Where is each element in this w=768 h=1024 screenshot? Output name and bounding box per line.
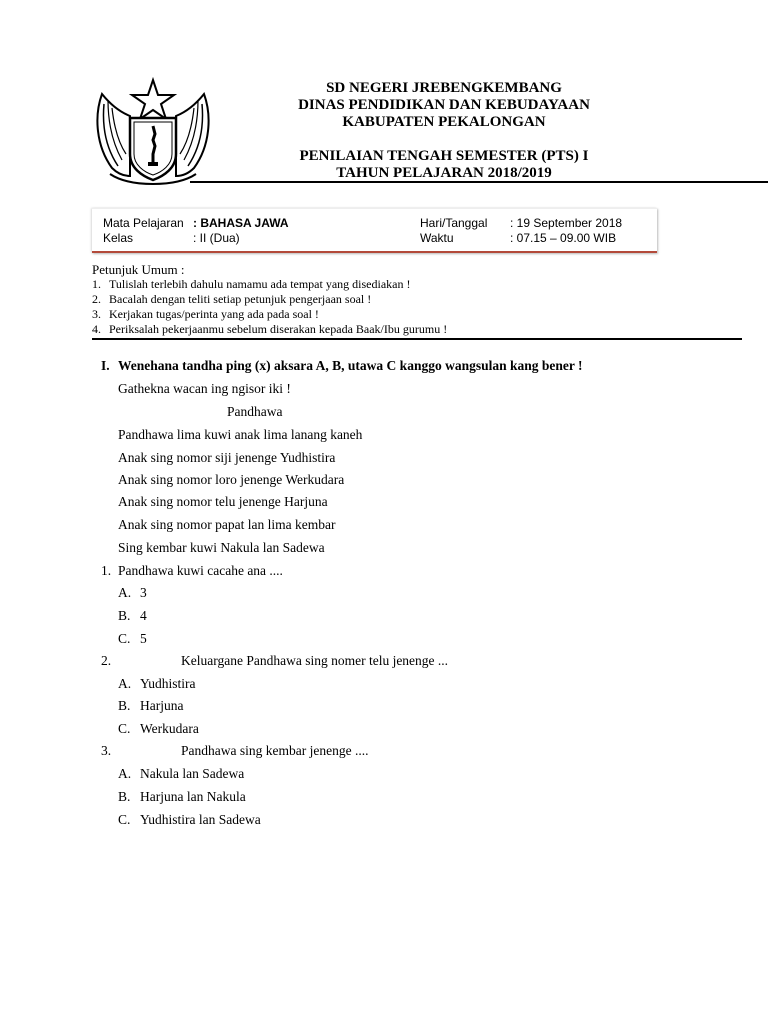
date-label: Hari/Tanggal (420, 216, 488, 230)
reading-title: Pandhawa (227, 404, 283, 419)
subject-value: : BAHASA JAWA (193, 216, 289, 230)
option-text: Nakula lan Sadewa (140, 766, 245, 781)
option-letter: B. (118, 698, 131, 713)
reading-line: Anak sing nomor siji jenenge Yudhistira (118, 450, 336, 465)
option-text: Harjuna lan Nakula (140, 789, 246, 804)
rule-item: 1. Tulislah terlebih dahulu namamu ada tempat yang disediakan ! (92, 277, 411, 291)
reading-intro: Gathekna wacan ing ngisor iki ! (118, 381, 291, 396)
class-label: Kelas (103, 231, 134, 245)
question-text: Keluargane Pandhawa sing nomer telu jenenge ... (181, 653, 449, 668)
school-name: SD NEGERI JREBENGKEMBANG (326, 80, 562, 96)
time-label: Waktu (420, 231, 454, 245)
rules-divider (92, 338, 742, 340)
option-text: 5 (140, 631, 147, 646)
reading-line: Anak sing nomor loro jenenge Werkudara (118, 472, 345, 487)
section-number: I. (101, 358, 110, 373)
regency-emblem-logo (92, 76, 212, 186)
option-text: Harjuna (140, 698, 184, 713)
option-letter: C. (118, 812, 131, 827)
question-number: 3. (101, 743, 112, 758)
option-letter: A. (118, 585, 132, 600)
section-instruction: Wenehana tandha ping (x) aksara A, B, utawa C kanggo wangsulan kang bener ! (118, 358, 583, 373)
option-letter: C. (118, 721, 131, 736)
rules-title: Petunjuk Umum : (92, 262, 185, 277)
rule-item: 3. Kerjakan tugas/perinta yang ada pada soal ! (92, 307, 319, 321)
option-text: Werkudara (140, 721, 199, 736)
question-text: Pandhawa kuwi cacahe ana .... (118, 563, 283, 578)
question-text: Pandhawa sing kembar jenenge .... (181, 743, 369, 758)
reading-line: Anak sing nomor telu jenenge Harjuna (118, 494, 328, 509)
rule-item: 2. Bacalah dengan teliti setiap petunjuk pengerjaan soal ! (92, 292, 372, 306)
option-letter: A. (118, 676, 132, 691)
reading-line: Anak sing nomor papat lan lima kembar (118, 517, 336, 532)
option-text: Yudhistira (140, 676, 196, 691)
option-letter: B. (118, 789, 131, 804)
subject-label: Mata Pelajaran (103, 216, 184, 230)
option-letter: B. (118, 608, 131, 623)
date-value: : 19 September 2018 (510, 216, 623, 230)
header-divider (190, 181, 768, 183)
question-number: 2. (101, 653, 112, 668)
option-text: Yudhistira lan Sadewa (140, 812, 261, 827)
reading-line: Pandhawa lima kuwi anak lima lanang kaneh (118, 427, 363, 442)
rule-item: 4. Periksalah pekerjaanmu sebelum diserakan kepada Baak/Ibu gurumu ! (92, 322, 448, 336)
regency-name: KABUPATEN PEKALONGAN (342, 114, 546, 130)
reading-line: Sing kembar kuwi Nakula lan Sadewa (118, 540, 325, 555)
class-value: : II (Dua) (193, 231, 240, 245)
option-text: 4 (140, 608, 147, 623)
option-text: 3 (140, 585, 147, 600)
option-letter: A. (118, 766, 132, 781)
office-name: DINAS PENDIDIKAN DAN KEBUDAYAAN (298, 97, 590, 113)
option-letter: C. (118, 631, 131, 646)
school-year: TAHUN PELAJARAN 2018/2019 (336, 165, 552, 181)
exam-title: PENILAIAN TENGAH SEMESTER (PTS) I (299, 148, 589, 164)
time-value: : 07.15 – 09.00 WIB (510, 231, 617, 245)
question-number: 1. (101, 563, 112, 578)
